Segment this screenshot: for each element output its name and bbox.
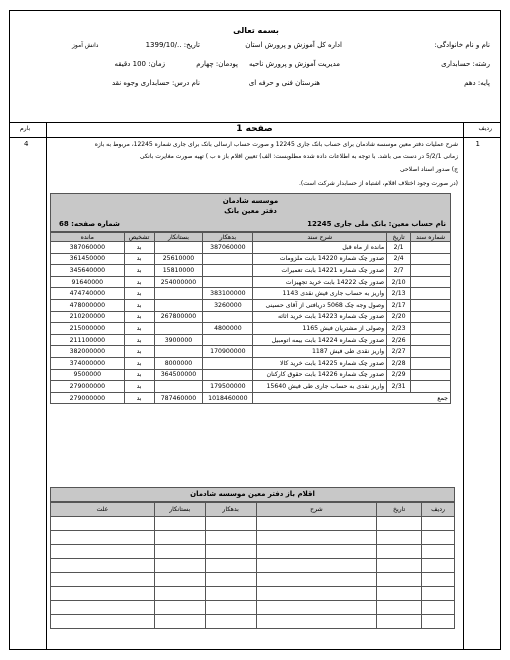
open-items-cell[interactable] [377, 559, 422, 573]
ledger-cell-balance: 382000000 [51, 346, 125, 358]
ledger-cell-credit [154, 242, 203, 254]
open-items-cell[interactable] [205, 615, 256, 629]
date-label: تاریخ: ../1399/10 [145, 41, 200, 49]
open-items-cell[interactable] [377, 573, 422, 587]
ledger-cell-debit: 3260000 [203, 299, 253, 311]
field-label: رشته: حسابداری [441, 60, 490, 68]
ledger-cell-no [411, 253, 451, 265]
ledger-cell-credit: 25610000 [154, 253, 203, 265]
open-items-cell[interactable] [422, 559, 455, 573]
total-credit: 787460000 [154, 392, 203, 404]
ledger-cell-flag: بد [124, 334, 154, 346]
ledger-cell-date: 2/31 [387, 381, 411, 393]
score-column-line [46, 122, 47, 649]
ledger-cell-debit [203, 311, 253, 323]
course-label: نام درس: حسابداری وجوه نقد [111, 79, 200, 87]
ledger-cell-date: 2/7 [387, 265, 411, 277]
open-items-cell[interactable] [422, 601, 455, 615]
ledger-cell-no [411, 265, 451, 277]
open-col-row: ردیف [422, 503, 455, 517]
ledger-cell-flag: بد [124, 381, 154, 393]
ledger-cell-desc: مانده از ماه قبل [253, 242, 387, 254]
ledger-cell-credit [154, 288, 203, 300]
ledger-cell-flag: بد [124, 276, 154, 288]
ledger-cell-flag: بد [124, 346, 154, 358]
ledger-cell-desc: صدور چک شماره 14225 بابت خرید کالا [253, 357, 387, 369]
ledger-cell-desc: صدور چک شماره 14226 بابت حقوق کارکنان [253, 369, 387, 381]
open-items-cell[interactable] [154, 559, 205, 573]
open-items-cell[interactable] [256, 615, 377, 629]
open-items-cell[interactable] [422, 573, 455, 587]
divider [10, 137, 500, 138]
name-label: نام و نام خانوادگی: [434, 41, 490, 49]
open-items-cell[interactable] [256, 559, 377, 573]
open-items-cell[interactable] [154, 531, 205, 545]
ledger-cell-balance: 210200000 [51, 311, 125, 323]
open-items-cell[interactable] [256, 587, 377, 601]
ledger-cell-no [411, 334, 451, 346]
ledger-cell-date: 2/23 [387, 323, 411, 335]
col-doc-no: شماره سند [411, 233, 451, 242]
open-items-title-box [50, 487, 455, 502]
ledger-cell-credit: 15810000 [154, 265, 203, 277]
table-row [51, 601, 455, 615]
question-score: 4 [24, 140, 29, 148]
ledger-cell-balance: 279000000 [51, 381, 125, 393]
ledger-cell-desc: واریز نقدی به حساب جاری طی فیش 15640 [253, 381, 387, 393]
ledger-total-row [51, 392, 451, 404]
table-row [51, 311, 451, 323]
page-title: صفحه 1 [236, 124, 273, 134]
org-district: مدیریت آموزش و پرورش ناحیه [249, 60, 340, 68]
bismillah: بسمه تعالی [233, 26, 279, 35]
col-credit: بستانکار [154, 233, 203, 242]
ledger-cell-balance: 361450000 [51, 253, 125, 265]
open-items-cell[interactable] [51, 559, 155, 573]
ledger-cell-date: 2/29 [387, 369, 411, 381]
total-balance: 279000000 [51, 392, 125, 404]
ledger-cell-flag: بد [124, 299, 154, 311]
ledger-company: موسسه شادمان [222, 197, 279, 205]
table-row [51, 559, 455, 573]
ledger-cell-credit [154, 323, 203, 335]
open-items-cell[interactable] [154, 573, 205, 587]
open-col-credit: بستانکار [154, 503, 205, 517]
open-items-cell[interactable] [51, 601, 155, 615]
open-items-cell[interactable] [154, 601, 205, 615]
ledger-cell-date: 2/1 [387, 242, 411, 254]
ledger-cell-desc: صدور چک شماره 14220 بابت ملزومات [253, 253, 387, 265]
ledger-cell-debit [203, 334, 253, 346]
ledger-cell-balance: 374000000 [51, 357, 125, 369]
open-items-cell[interactable] [205, 587, 256, 601]
open-items-cell[interactable] [422, 531, 455, 545]
table-row [51, 545, 455, 559]
ledger-cell-debit: 179500000 [203, 381, 253, 393]
table-row [51, 334, 451, 346]
ledger-cell-debit: 383100000 [203, 288, 253, 300]
ledger-title-box [50, 193, 451, 232]
ledger-cell-flag: بد [124, 288, 154, 300]
row-header: ردیف [478, 125, 492, 132]
open-items-cell[interactable] [377, 615, 422, 629]
open-items-cell[interactable] [422, 545, 455, 559]
open-items-cell[interactable] [51, 545, 155, 559]
ledger-cell-no [411, 299, 451, 311]
table-row [51, 253, 451, 265]
open-items-cell[interactable] [256, 531, 377, 545]
ledger-cell-flag: بد [124, 323, 154, 335]
ledger-cell-no [411, 242, 451, 254]
open-items-cell[interactable] [377, 545, 422, 559]
open-items-cell[interactable] [205, 573, 256, 587]
ledger-cell-desc: وصولی از مشتریان فیش 1165 [253, 323, 387, 335]
ledger-cell-flag: بد [124, 357, 154, 369]
open-items-cell[interactable] [51, 517, 155, 531]
open-items-cell[interactable] [51, 615, 155, 629]
ledger-cell-credit: 364500000 [154, 369, 203, 381]
open-col-debit: بدهکار [205, 503, 256, 517]
ledger-cell-flag: بد [124, 369, 154, 381]
ledger-cell-desc: واریز نقدی طی فیش 1187 [253, 346, 387, 358]
open-col-reason: علت [51, 503, 155, 517]
ledger-cell-balance: 478000000 [51, 299, 125, 311]
open-items-cell[interactable] [377, 587, 422, 601]
table-row [51, 346, 451, 358]
col-balance: مانده [51, 233, 125, 242]
ledger-cell-credit: 267800000 [154, 311, 203, 323]
org-province: اداره کل آموزش و پرورش استان [245, 41, 342, 49]
ledger-table [50, 232, 451, 404]
open-items-cell[interactable] [422, 615, 455, 629]
student-label: دانش آموز [72, 42, 99, 49]
ledger-cell-debit [203, 369, 253, 381]
ledger-cell-desc: صدور چک 14222 بابت خرید تجهیزات [253, 276, 387, 288]
open-items-cell[interactable] [256, 601, 377, 615]
ledger-cell-debit [203, 253, 253, 265]
open-items-cell[interactable] [205, 531, 256, 545]
ledger-cell-date: 2/17 [387, 299, 411, 311]
ledger-cell-balance: 215000000 [51, 323, 125, 335]
question-text-1: شرح عملیات دفتر معین موسسه شادمان برای حساب بانک جاری 12245 و صورت حساب ارسالی بانک برای جاری شماره 12245، مربوط به بازه [94, 141, 458, 148]
col-flag: تشخیص [124, 233, 154, 242]
open-items-cell[interactable] [205, 601, 256, 615]
table-row [51, 288, 451, 300]
open-items-cell[interactable] [422, 517, 455, 531]
ledger-cell-desc: صدور چک شماره 14223 بابت خرید اثاثه [253, 311, 387, 323]
table-row [51, 299, 451, 311]
open-items-cell[interactable] [51, 587, 155, 601]
ledger-cell-no [411, 369, 451, 381]
table-row [51, 276, 451, 288]
open-col-description: شرح [256, 503, 377, 517]
open-items-cell[interactable] [422, 587, 455, 601]
ledger-book: دفتر معین بانک [224, 207, 277, 215]
table-row [51, 369, 451, 381]
question-text-2: زمانی 5/2/1 در دست می باشد. با توجه به اطلاعات داده شده مطلوبست: الف) تعیین اقلام باز ه ب ) تهیه صورت مغایرت بانکی [139, 153, 458, 160]
ledger-cell-balance: 345640000 [51, 265, 125, 277]
open-items-cell[interactable] [51, 573, 155, 587]
question-text-4: (در صورت وجود اختلاف اقلام، اشتباه از حسابدار شرکت است). [299, 180, 458, 187]
ledger-header-row [51, 233, 451, 242]
ledger-cell-debit: 387060000 [203, 242, 253, 254]
time-label: زمان: 100 دقیقه [114, 60, 165, 68]
table-row [51, 381, 451, 393]
open-items-header-row [51, 503, 455, 517]
ledger-cell-date: 2/20 [387, 311, 411, 323]
grade-label: پایه: دهم [464, 79, 490, 87]
ledger-cell-balance: 91640000 [51, 276, 125, 288]
ledger-account: نام حساب معین: بانک ملی جاری 12245 [307, 220, 446, 228]
table-row [51, 531, 455, 545]
open-items-cell[interactable] [205, 517, 256, 531]
open-items-cell[interactable] [256, 573, 377, 587]
ledger-cell-date: 2/4 [387, 253, 411, 265]
open-items-cell[interactable] [377, 531, 422, 545]
ledger-cell-no [411, 311, 451, 323]
module-label: پودمان: چهارم [196, 60, 238, 68]
ledger-cell-date: 2/13 [387, 288, 411, 300]
open-items-cell[interactable] [205, 559, 256, 573]
ledger-cell-debit: 170900000 [203, 346, 253, 358]
ledger-cell-debit: 4800000 [203, 323, 253, 335]
ledger-cell-debit [203, 357, 253, 369]
ledger-cell-date: 2/10 [387, 276, 411, 288]
ledger-cell-credit [154, 346, 203, 358]
table-row [51, 323, 451, 335]
col-debit: بدهکار [203, 233, 253, 242]
ledger-cell-credit: 8000000 [154, 357, 203, 369]
ledger-cell-desc: وصول وجه چک 5068 دریافتی از آقای حسینی [253, 299, 387, 311]
school-label: هنرستان فنی و حرفه ای [248, 79, 320, 87]
ledger-cell-balance: 474740000 [51, 288, 125, 300]
total-label: جمع [253, 392, 451, 404]
total-debit: 1018460000 [203, 392, 253, 404]
table-row [51, 265, 451, 277]
col-description: شرح سند [253, 233, 387, 242]
question-number: 1 [475, 140, 480, 148]
ledger-cell-flag: بد [124, 253, 154, 265]
ledger-cell-no [411, 276, 451, 288]
score-header: بارم [20, 125, 31, 132]
table-row [51, 517, 455, 531]
ledger-cell-credit [154, 381, 203, 393]
ledger-cell-credit: 3900000 [154, 334, 203, 346]
ledger-cell-desc: صدور چک شماره 14224 بابت بیمه اتومبیل [253, 334, 387, 346]
open-items-cell[interactable] [377, 517, 422, 531]
ledger-cell-no [411, 323, 451, 335]
open-items-cell[interactable] [154, 615, 205, 629]
ledger-cell-no [411, 288, 451, 300]
open-items-cell[interactable] [256, 545, 377, 559]
open-items-cell[interactable] [51, 531, 155, 545]
open-items-table [50, 502, 455, 629]
table-row [51, 573, 455, 587]
ledger-cell-date: 2/26 [387, 334, 411, 346]
ledger-cell-debit [203, 265, 253, 277]
row-column-line [463, 122, 464, 649]
ledger-cell-flag: بد [124, 311, 154, 323]
total-flag: بد [124, 392, 154, 404]
open-items-cell[interactable] [377, 601, 422, 615]
ledger-cell-debit [203, 276, 253, 288]
ledger-cell-balance: 387060000 [51, 242, 125, 254]
ledger-cell-flag: بد [124, 242, 154, 254]
ledger-cell-no [411, 357, 451, 369]
open-items-cell[interactable] [205, 545, 256, 559]
table-row [51, 615, 455, 629]
table-row [51, 242, 451, 254]
ledger-cell-date: 2/27 [387, 346, 411, 358]
ledger-cell-credit [154, 299, 203, 311]
ledger-cell-balance: 9500000 [51, 369, 125, 381]
divider [10, 122, 500, 123]
table-row [51, 357, 451, 369]
ledger-cell-date: 2/28 [387, 357, 411, 369]
open-items-cell[interactable] [154, 587, 205, 601]
question-text-3: ج) صدور اسناد اصلاحی [399, 166, 458, 173]
ledger-cell-no [411, 381, 451, 393]
ledger-cell-balance: 211100000 [51, 334, 125, 346]
ledger-page-number: شماره صفحه: 68 [59, 220, 120, 228]
open-items-cell[interactable] [154, 517, 205, 531]
open-items-cell[interactable] [154, 545, 205, 559]
ledger-cell-desc: صدور چک شماره 14221 بابت تعمیرات [253, 265, 387, 277]
open-col-date: تاریخ [377, 503, 422, 517]
ledger-cell-credit: 254000000 [154, 276, 203, 288]
ledger-cell-no [411, 346, 451, 358]
col-date: تاریخ [387, 233, 411, 242]
ledger-cell-flag: بد [124, 265, 154, 277]
open-items-cell[interactable] [256, 517, 377, 531]
open-items-title: اقلام باز دفتر معین موسسه شادمان [190, 490, 315, 498]
ledger-cell-desc: واریز به حساب جاری فیش نقدی 1143 [253, 288, 387, 300]
table-row [51, 587, 455, 601]
